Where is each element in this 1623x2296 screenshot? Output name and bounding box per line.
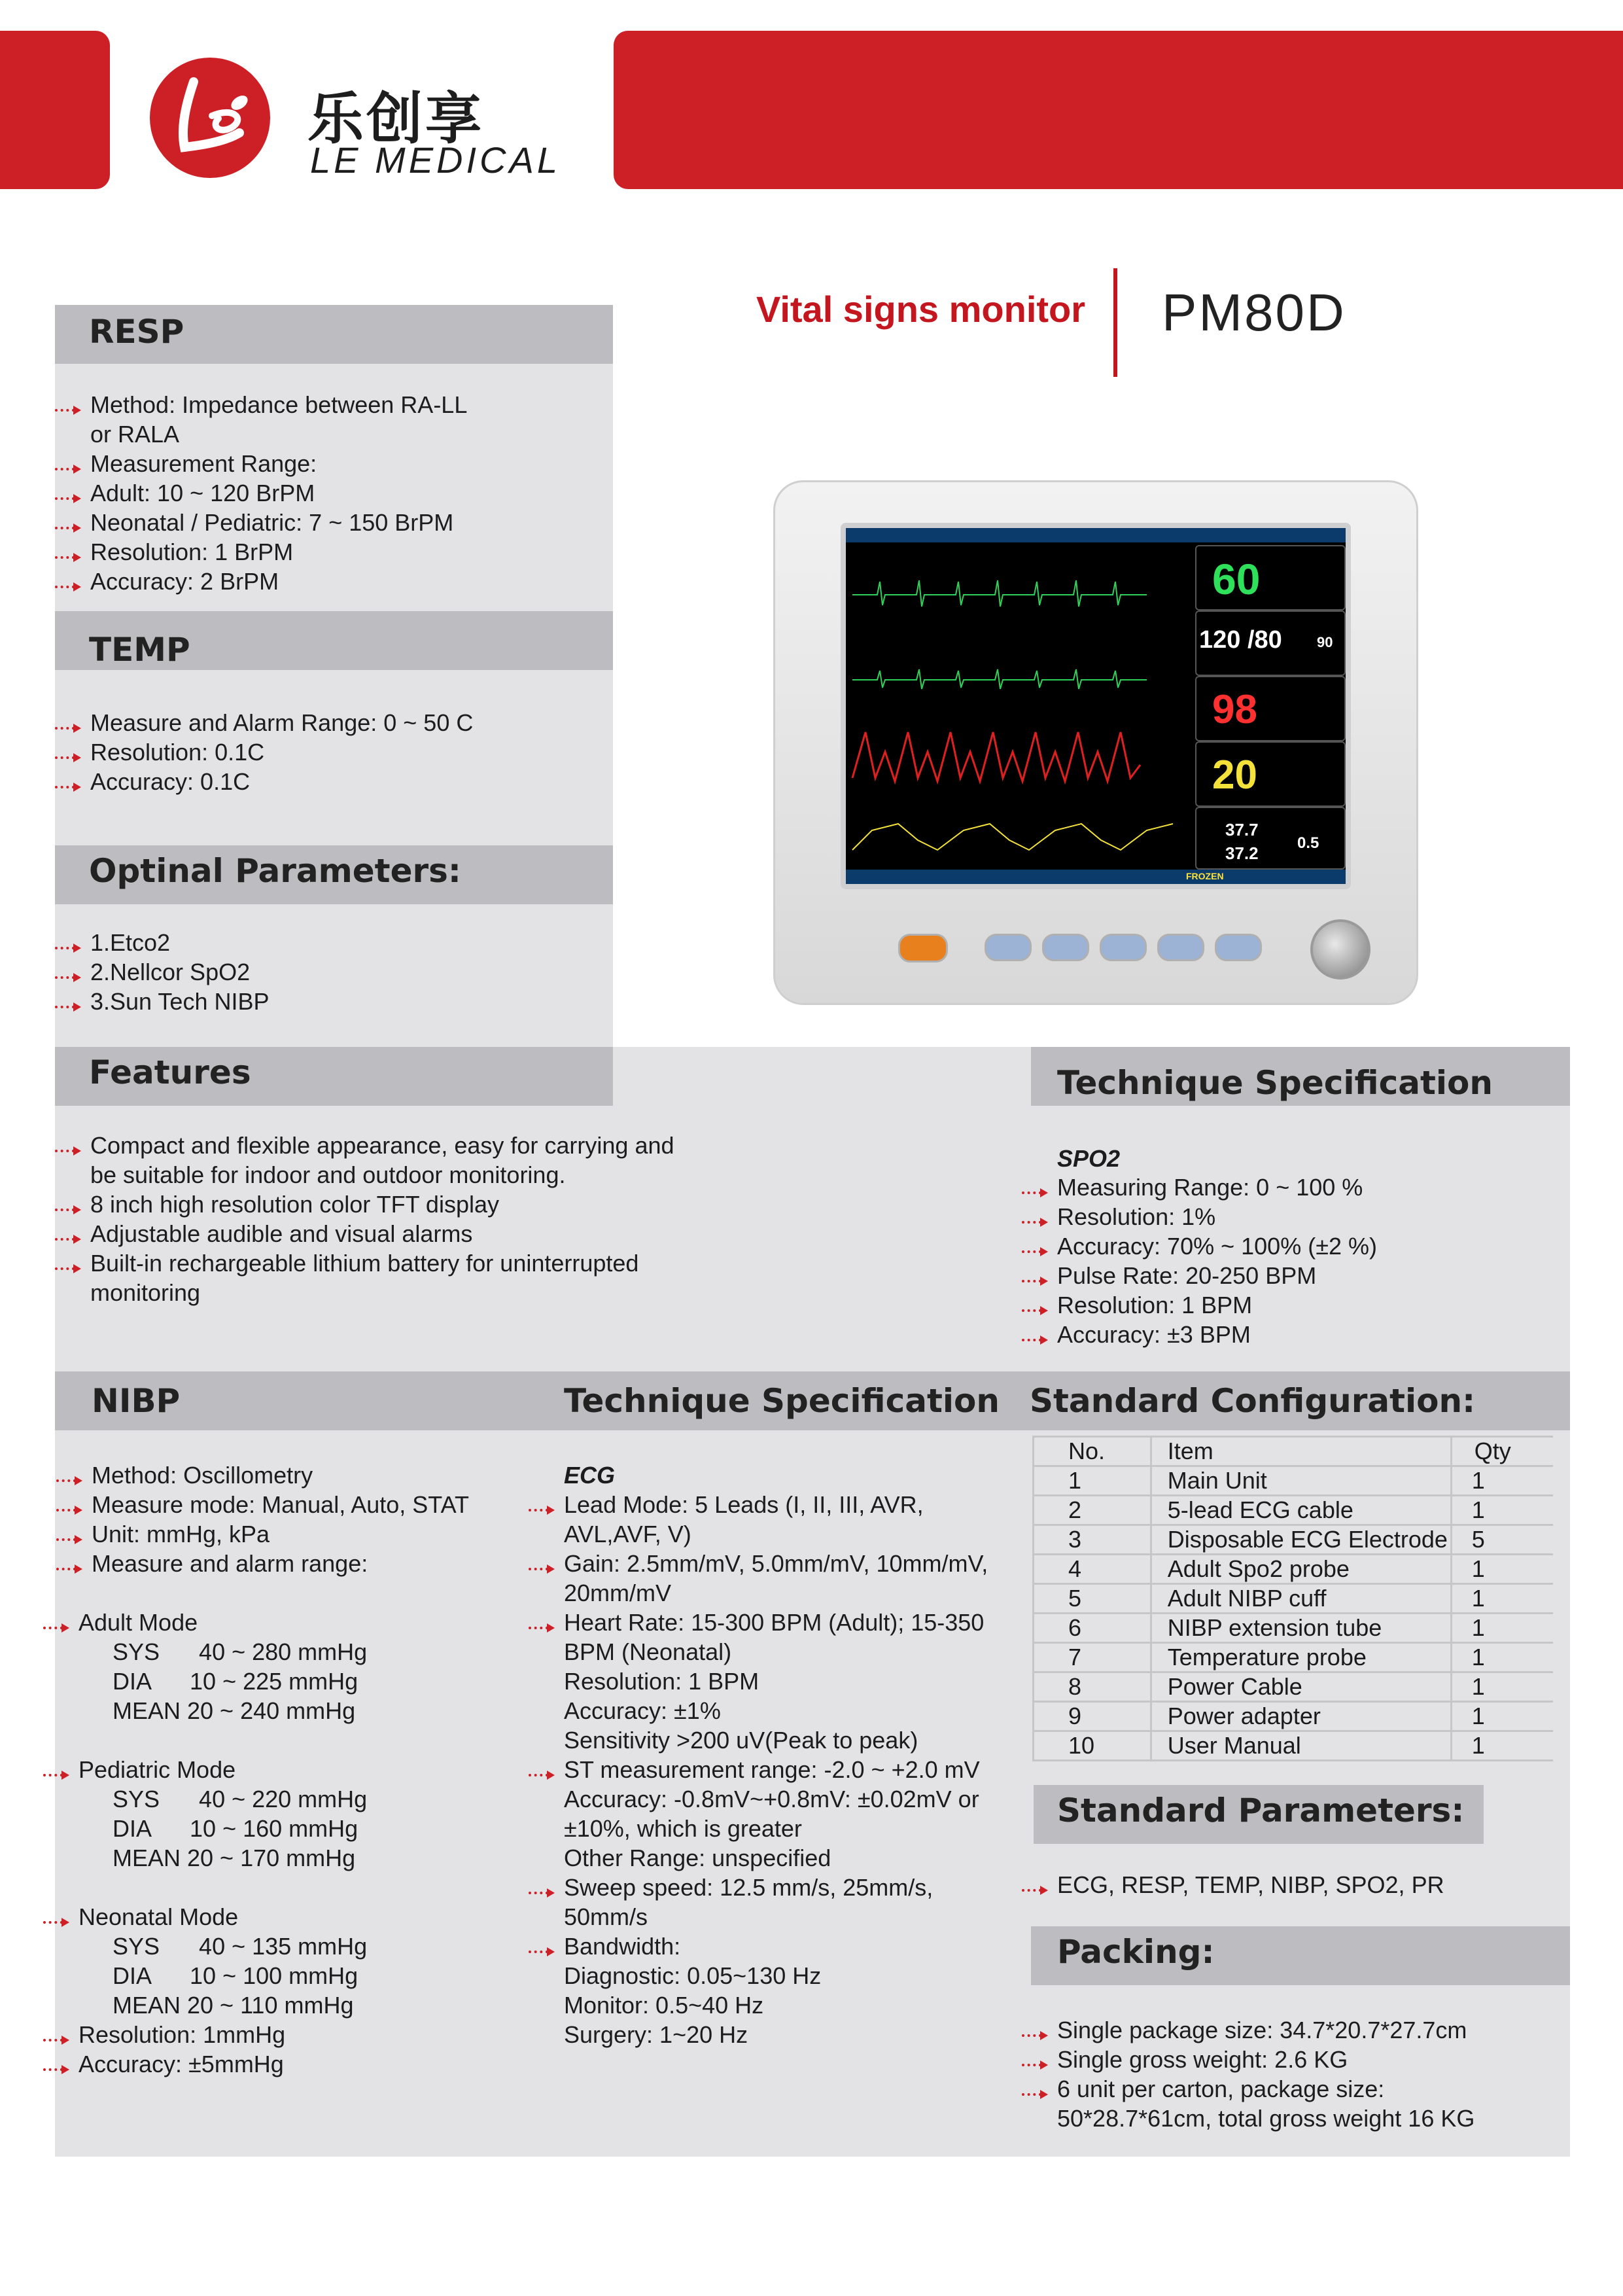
list-item xyxy=(56,1549,553,1578)
table-row xyxy=(1034,1466,1554,1496)
config-table xyxy=(1032,1436,1553,1761)
list-item xyxy=(1022,2074,1565,2104)
bullet-arrow-icon xyxy=(1022,1878,1052,1891)
list-item xyxy=(529,1843,1026,1873)
bullet-arrow-icon xyxy=(1022,2082,1052,2095)
list-item-text: Bandwidth: xyxy=(564,1933,681,1960)
key-button-5 xyxy=(1215,934,1262,961)
list-item-text: be suitable for indoor and outdoor monitoring. xyxy=(90,1161,566,1188)
config-item-cell: Main Unit xyxy=(1151,1466,1451,1496)
list-item xyxy=(529,1608,1026,1637)
mode-range-text: SYS 40 ~ 280 mmHg xyxy=(113,1638,368,1665)
list-item-text: Measure and Alarm Range: 0 ~ 50 C xyxy=(90,709,474,736)
list-item-text: 50*28.7*61cm, total gross weight 16 KG xyxy=(1057,2105,1475,2132)
mode-range xyxy=(56,1637,553,1667)
ecg-subtitle: ECG xyxy=(564,1462,616,1489)
ecg-spec-title: Technique Specification xyxy=(564,1382,1000,1420)
bullet-arrow-icon xyxy=(55,965,85,978)
list-item xyxy=(55,737,604,767)
list-item xyxy=(529,1519,1026,1549)
list-item xyxy=(529,1784,1026,1814)
config-item-cell: Adult NIBP cuff xyxy=(1151,1584,1451,1614)
bullet-arrow-icon xyxy=(1022,1269,1052,1282)
list-item xyxy=(1022,1870,1565,1899)
config-no-cell: 10 xyxy=(1034,1731,1151,1761)
model-name: PM80D xyxy=(1162,283,1346,342)
config-item-cell: Disposable ECG Electrode xyxy=(1151,1525,1451,1555)
list-item-text: Pulse Rate: 20-250 BPM xyxy=(1057,1262,1317,1289)
list-item-text: Surgery: 1~20 Hz xyxy=(564,2021,748,2048)
list-item xyxy=(529,1667,1026,1696)
mode-range-text: SYS 40 ~ 135 mmHg xyxy=(113,1933,368,1960)
list-item-text: Adjustable audible and visual alarms xyxy=(90,1220,473,1247)
bullet-arrow-icon xyxy=(1022,2053,1052,2066)
list-item xyxy=(529,1490,1026,1519)
bullet-arrow-icon xyxy=(1022,2023,1052,2036)
list-item xyxy=(529,1902,1026,1932)
list-item-text: 2.Nellcor SpO2 xyxy=(90,959,251,985)
nibp-title: NIBP xyxy=(92,1382,181,1420)
config-col-no: No. xyxy=(1034,1437,1151,1466)
bullet-arrow-icon xyxy=(55,516,85,529)
config-qty-cell: 1 xyxy=(1451,1466,1553,1496)
product-type: Vital signs monitor xyxy=(756,289,1086,330)
bullet-arrow-icon xyxy=(55,775,85,788)
list-item-text: Resolution: 1mmHg xyxy=(79,2021,286,2048)
config-no-cell: 6 xyxy=(1034,1614,1151,1643)
resp-list xyxy=(55,390,604,596)
list-item xyxy=(1022,1290,1565,1320)
nibp-value: 120 /80 xyxy=(1199,626,1282,654)
bullet-arrow-icon xyxy=(43,2057,73,2070)
list-item xyxy=(56,1460,553,1490)
bullet-arrow-icon xyxy=(1022,1210,1052,1223)
mode-range-text: DIA 10 ~ 225 mmHg xyxy=(113,1668,358,1695)
list-item-text: ±10%, which is greater xyxy=(564,1815,802,1842)
list-item xyxy=(1022,2104,1565,2133)
header-right-bar xyxy=(614,31,1623,189)
list-item xyxy=(55,708,604,737)
bullet-arrow-icon xyxy=(1022,1298,1052,1311)
bullet-arrow-icon xyxy=(56,1527,86,1540)
packing-title: Packing: xyxy=(1057,1933,1215,1971)
list-item xyxy=(56,1519,553,1549)
list-item-text: or RALA xyxy=(90,421,180,448)
nibp-list xyxy=(56,1460,553,2079)
list-item-text: Adult: 10 ~ 120 BrPM xyxy=(90,480,315,506)
bullet-arrow-icon xyxy=(529,1557,559,1570)
config-qty-cell: 1 xyxy=(1451,1672,1553,1702)
list-item xyxy=(55,1131,775,1160)
list-item-text: AVL,AVF, V) xyxy=(564,1521,691,1547)
list-item xyxy=(1022,1320,1565,1349)
list-item xyxy=(55,767,604,796)
bullet-arrow-icon xyxy=(43,1616,73,1629)
list-item-text: 50mm/s xyxy=(564,1903,648,1930)
mode-range xyxy=(56,1843,553,1873)
spacer xyxy=(56,1725,553,1755)
brand-logo xyxy=(148,56,272,180)
spacer xyxy=(56,1873,553,1902)
bullet-arrow-icon xyxy=(1022,1180,1052,1193)
bullet-arrow-icon xyxy=(529,1881,559,1894)
key-button-2 xyxy=(1042,934,1089,961)
list-item xyxy=(55,1278,775,1307)
mode-label-text: Adult Mode xyxy=(79,1609,198,1636)
list-item xyxy=(1022,1202,1565,1231)
mode-label xyxy=(56,1902,553,1932)
mode-range xyxy=(56,1814,553,1843)
mode-range-text: MEAN 20 ~ 110 mmHg xyxy=(113,1992,354,2019)
config-title: Standard Configuration: xyxy=(1030,1382,1476,1420)
list-item-text: Accuracy: 2 BrPM xyxy=(90,568,279,595)
mode-range xyxy=(56,1696,553,1725)
list-item xyxy=(1022,1261,1565,1290)
config-qty-cell: 1 xyxy=(1451,1702,1553,1731)
table-row xyxy=(1034,1702,1554,1731)
temp-list xyxy=(55,708,604,796)
list-item-text: Resolution: 1 BrPM xyxy=(90,539,294,565)
bullet-arrow-icon xyxy=(43,1910,73,1923)
mode-label xyxy=(56,1755,553,1784)
config-item-cell: Power adapter xyxy=(1151,1702,1451,1731)
list-item-text: Single gross weight: 2.6 KG xyxy=(1057,2046,1348,2073)
list-item xyxy=(55,567,604,596)
list-item-text: Single package size: 34.7*20.7*27.7cm xyxy=(1057,2017,1467,2043)
std-params-title: Standard Parameters: xyxy=(1057,1792,1465,1829)
bullet-arrow-icon xyxy=(55,457,85,470)
mode-label-text: Pediatric Mode xyxy=(79,1756,236,1783)
table-row xyxy=(1034,1643,1554,1672)
bullet-arrow-icon xyxy=(529,1616,559,1629)
list-item xyxy=(55,987,604,1016)
ecg-spec-list xyxy=(529,1490,1026,2049)
config-no-cell: 1 xyxy=(1034,1466,1151,1496)
temp-box xyxy=(1195,807,1346,870)
spo2-spec-list xyxy=(1022,1173,1565,1349)
list-item-text: BPM (Neonatal) xyxy=(564,1638,732,1665)
mode-range xyxy=(56,1667,553,1696)
list-item xyxy=(1022,1173,1565,1202)
list-item-text: Measure mode: Manual, Auto, STAT xyxy=(92,1491,469,1518)
list-item-text: Accuracy: ±3 BPM xyxy=(1057,1321,1251,1348)
list-item-text: Accuracy: -0.8mV~+0.8mV: ±0.02mV or xyxy=(564,1786,979,1812)
list-item-text: ST measurement range: -2.0 ~ +2.0 mV xyxy=(564,1756,980,1783)
config-header-row xyxy=(1034,1437,1554,1466)
list-item xyxy=(1022,1231,1565,1261)
temp-t1: 37.7 xyxy=(1225,820,1259,839)
rotary-knob xyxy=(1310,919,1370,980)
list-item xyxy=(529,1755,1026,1784)
bullet-arrow-icon xyxy=(43,1763,73,1776)
config-item-cell: NIBP extension tube xyxy=(1151,1614,1451,1643)
list-item-text: Measurement Range: xyxy=(90,450,317,477)
monitor-screen xyxy=(846,528,1346,884)
config-col-item: Item xyxy=(1151,1437,1451,1466)
config-no-cell: 5 xyxy=(1034,1584,1151,1614)
list-item-text: Resolution: 1 BPM xyxy=(564,1668,759,1695)
table-row xyxy=(1034,1614,1554,1643)
table-row xyxy=(1034,1584,1554,1614)
list-item-text: Accuracy: 0.1C xyxy=(90,768,251,795)
table-row xyxy=(1034,1525,1554,1555)
list-item xyxy=(55,928,604,957)
header-left-bar xyxy=(0,31,110,189)
list-item-text: Measure and alarm range: xyxy=(92,1550,368,1577)
config-no-cell: 8 xyxy=(1034,1672,1151,1702)
hr-value: 60 xyxy=(1212,555,1261,603)
list-item-text: Unit: mmHg, kPa xyxy=(92,1521,270,1547)
waveforms xyxy=(846,542,1193,870)
list-item xyxy=(1022,2015,1565,2045)
list-item xyxy=(529,1932,1026,1961)
mode-range-text: DIA 10 ~ 100 mmHg xyxy=(113,1962,358,1989)
list-item-text: Sensitivity >200 uV(Peak to peak) xyxy=(564,1727,918,1754)
list-item-text: Resolution: 0.1C xyxy=(90,739,265,766)
list-item xyxy=(55,537,604,567)
mode-range-text: MEAN 20 ~ 170 mmHg xyxy=(113,1845,356,1871)
resp-title: RESP xyxy=(89,313,184,351)
list-item xyxy=(529,1873,1026,1902)
list-item-text: ECG, RESP, TEMP, NIBP, SPO2, PR xyxy=(1057,1871,1444,1898)
list-item xyxy=(56,2049,553,2079)
list-item-text: monitoring xyxy=(90,1279,201,1306)
config-qty-cell: 1 xyxy=(1451,1614,1553,1643)
list-item xyxy=(55,1190,775,1219)
optional-list xyxy=(55,928,604,1016)
mode-range xyxy=(56,1990,553,2020)
list-item xyxy=(529,1961,1026,1990)
config-no-cell: 4 xyxy=(1034,1555,1151,1584)
bullet-arrow-icon xyxy=(55,486,85,499)
spo2-value: 98 xyxy=(1212,687,1257,732)
mode-range xyxy=(56,1784,553,1814)
table-row xyxy=(1034,1672,1554,1702)
list-item-text: Accuracy: 70% ~ 100% (±2 %) xyxy=(1057,1233,1377,1260)
list-item xyxy=(55,1248,775,1278)
config-no-cell: 9 xyxy=(1034,1702,1151,1731)
brand-name-en: LE MEDICAL xyxy=(310,139,561,181)
config-qty-cell: 1 xyxy=(1451,1584,1553,1614)
std-params-list xyxy=(1022,1870,1565,1899)
list-item xyxy=(55,1219,775,1248)
list-item xyxy=(529,1696,1026,1725)
list-item-text: Compact and flexible appearance, easy for carrying and xyxy=(90,1132,674,1159)
list-item-text: Method: Oscillometry xyxy=(92,1462,313,1489)
resp-value: 20 xyxy=(1212,752,1257,798)
list-item-text: 3.Sun Tech NIBP xyxy=(90,988,270,1015)
bullet-arrow-icon xyxy=(55,1139,85,1152)
bullet-arrow-icon xyxy=(55,398,85,411)
list-item xyxy=(529,2020,1026,2049)
bullet-arrow-icon xyxy=(55,545,85,558)
optional-title: Optinal Parameters: xyxy=(89,852,461,890)
table-row xyxy=(1034,1555,1554,1584)
list-item xyxy=(55,508,604,537)
temp-t2: 37.2 xyxy=(1225,843,1259,863)
list-item xyxy=(55,1160,775,1190)
mode-range-text: MEAN 20 ~ 240 mmHg xyxy=(113,1697,356,1724)
list-item-text: Resolution: 1% xyxy=(1057,1203,1216,1230)
packing-list xyxy=(1022,2015,1565,2133)
config-qty-cell: 1 xyxy=(1451,1731,1553,1761)
features-title: Features xyxy=(89,1053,251,1091)
config-item-cell: 5-lead ECG cable xyxy=(1151,1496,1451,1525)
list-item-text: Heart Rate: 15-300 BPM (Adult); 15-350 xyxy=(564,1609,985,1636)
list-item-text: Other Range: unspecified xyxy=(564,1845,831,1871)
mode-range-text: DIA 10 ~ 160 mmHg xyxy=(113,1815,358,1842)
temp-title: TEMP xyxy=(89,631,190,669)
mode-range-text: SYS 40 ~ 220 mmHg xyxy=(113,1786,368,1812)
bullet-arrow-icon xyxy=(55,1256,85,1269)
config-item-cell: User Manual xyxy=(1151,1731,1451,1761)
bullet-arrow-icon xyxy=(529,1498,559,1511)
key-button-4 xyxy=(1157,934,1204,961)
list-item xyxy=(55,419,604,449)
features-list xyxy=(55,1131,775,1307)
list-item-text: Lead Mode: 5 Leads (I, II, III, AVR, xyxy=(564,1491,924,1518)
bullet-arrow-icon xyxy=(1022,1239,1052,1252)
config-qty-cell: 1 xyxy=(1451,1555,1553,1584)
list-item-text: Built-in rechargeable lithium battery for uninterrupted xyxy=(90,1250,639,1277)
mode-label-text: Neonatal Mode xyxy=(79,1903,239,1930)
bullet-arrow-icon xyxy=(1022,1328,1052,1341)
config-item-cell: Power Cable xyxy=(1151,1672,1451,1702)
mode-label xyxy=(56,1608,553,1637)
list-item xyxy=(529,1814,1026,1843)
power-button xyxy=(898,934,948,963)
list-item xyxy=(55,390,604,419)
table-row xyxy=(1034,1731,1554,1761)
bullet-arrow-icon xyxy=(55,574,85,588)
mode-range xyxy=(56,1932,553,1961)
bullet-arrow-icon xyxy=(55,1197,85,1210)
list-item-text: Sweep speed: 12.5 mm/s, 25mm/s, xyxy=(564,1874,934,1901)
bullet-arrow-icon xyxy=(56,1557,86,1570)
list-item xyxy=(56,2020,553,2049)
bullet-arrow-icon xyxy=(56,1468,86,1481)
key-button-1 xyxy=(985,934,1032,961)
config-item-cell: Adult Spo2 probe xyxy=(1151,1555,1451,1584)
screen-bottom-bar xyxy=(846,870,1346,884)
mode-range xyxy=(56,1961,553,1990)
config-no-cell: 3 xyxy=(1034,1525,1151,1555)
list-item-text: 1.Etco2 xyxy=(90,929,171,956)
list-item-text: Method: Impedance between RA-LL xyxy=(90,391,468,418)
spo2-subtitle: SPO2 xyxy=(1057,1145,1121,1172)
list-item xyxy=(55,449,604,478)
title-divider xyxy=(1113,268,1117,377)
list-item xyxy=(55,957,604,987)
bullet-arrow-icon xyxy=(55,1227,85,1240)
bullet-arrow-icon xyxy=(43,2028,73,2041)
temp-td: 0.5 xyxy=(1297,834,1319,852)
list-item xyxy=(56,1490,553,1519)
bullet-arrow-icon xyxy=(55,936,85,949)
config-item-cell: Temperature probe xyxy=(1151,1643,1451,1672)
nibp-mean: 90 xyxy=(1317,634,1333,650)
config-qty-cell: 1 xyxy=(1451,1643,1553,1672)
bullet-arrow-icon xyxy=(529,1939,559,1952)
list-item-text: 8 inch high resolution color TFT display xyxy=(90,1191,499,1218)
bullet-arrow-icon xyxy=(529,1763,559,1776)
frozen-status: FROZEN xyxy=(1186,871,1224,881)
list-item-text: Gain: 2.5mm/mV, 5.0mm/mV, 10mm/mV, xyxy=(564,1550,988,1577)
list-item-text: Diagnostic: 0.05~130 Hz xyxy=(564,1962,822,1989)
list-item-text: 20mm/mV xyxy=(564,1580,672,1606)
screen-top-bar xyxy=(846,528,1346,542)
config-qty-cell: 1 xyxy=(1451,1496,1553,1525)
spacer xyxy=(56,1578,553,1608)
list-item xyxy=(529,1549,1026,1578)
spo2-spec-title: Technique Specification xyxy=(1057,1064,1493,1102)
list-item xyxy=(55,478,604,508)
table-row xyxy=(1034,1496,1554,1525)
config-qty-cell: 5 xyxy=(1451,1525,1553,1555)
bullet-arrow-icon xyxy=(55,995,85,1008)
list-item xyxy=(529,1637,1026,1667)
list-item xyxy=(529,1725,1026,1755)
bullet-arrow-icon xyxy=(55,745,85,758)
monitor-image xyxy=(773,480,1418,1005)
list-item-text: Monitor: 0.5~40 Hz xyxy=(564,1992,764,2019)
list-item xyxy=(529,1578,1026,1608)
list-item xyxy=(529,1990,1026,2020)
config-col-qty: Qty xyxy=(1451,1437,1553,1466)
config-table-wrap xyxy=(1032,1436,1553,1761)
list-item-text: 6 unit per carton, package size: xyxy=(1057,2075,1385,2102)
config-no-cell: 7 xyxy=(1034,1643,1151,1672)
key-button-3 xyxy=(1100,934,1147,961)
list-item-text: Neonatal / Pediatric: 7 ~ 150 BrPM xyxy=(90,509,454,536)
bullet-arrow-icon xyxy=(55,716,85,729)
list-item-text: Measuring Range: 0 ~ 100 % xyxy=(1057,1174,1363,1201)
list-item xyxy=(1022,2045,1565,2074)
bullet-arrow-icon xyxy=(56,1498,86,1511)
list-item-text: Resolution: 1 BPM xyxy=(1057,1292,1253,1318)
list-item-text: Accuracy: ±1% xyxy=(564,1697,721,1724)
brand-name-cn: 乐创享 xyxy=(307,86,484,152)
list-item-text: Accuracy: ±5mmHg xyxy=(79,2051,284,2077)
config-no-cell: 2 xyxy=(1034,1496,1151,1525)
